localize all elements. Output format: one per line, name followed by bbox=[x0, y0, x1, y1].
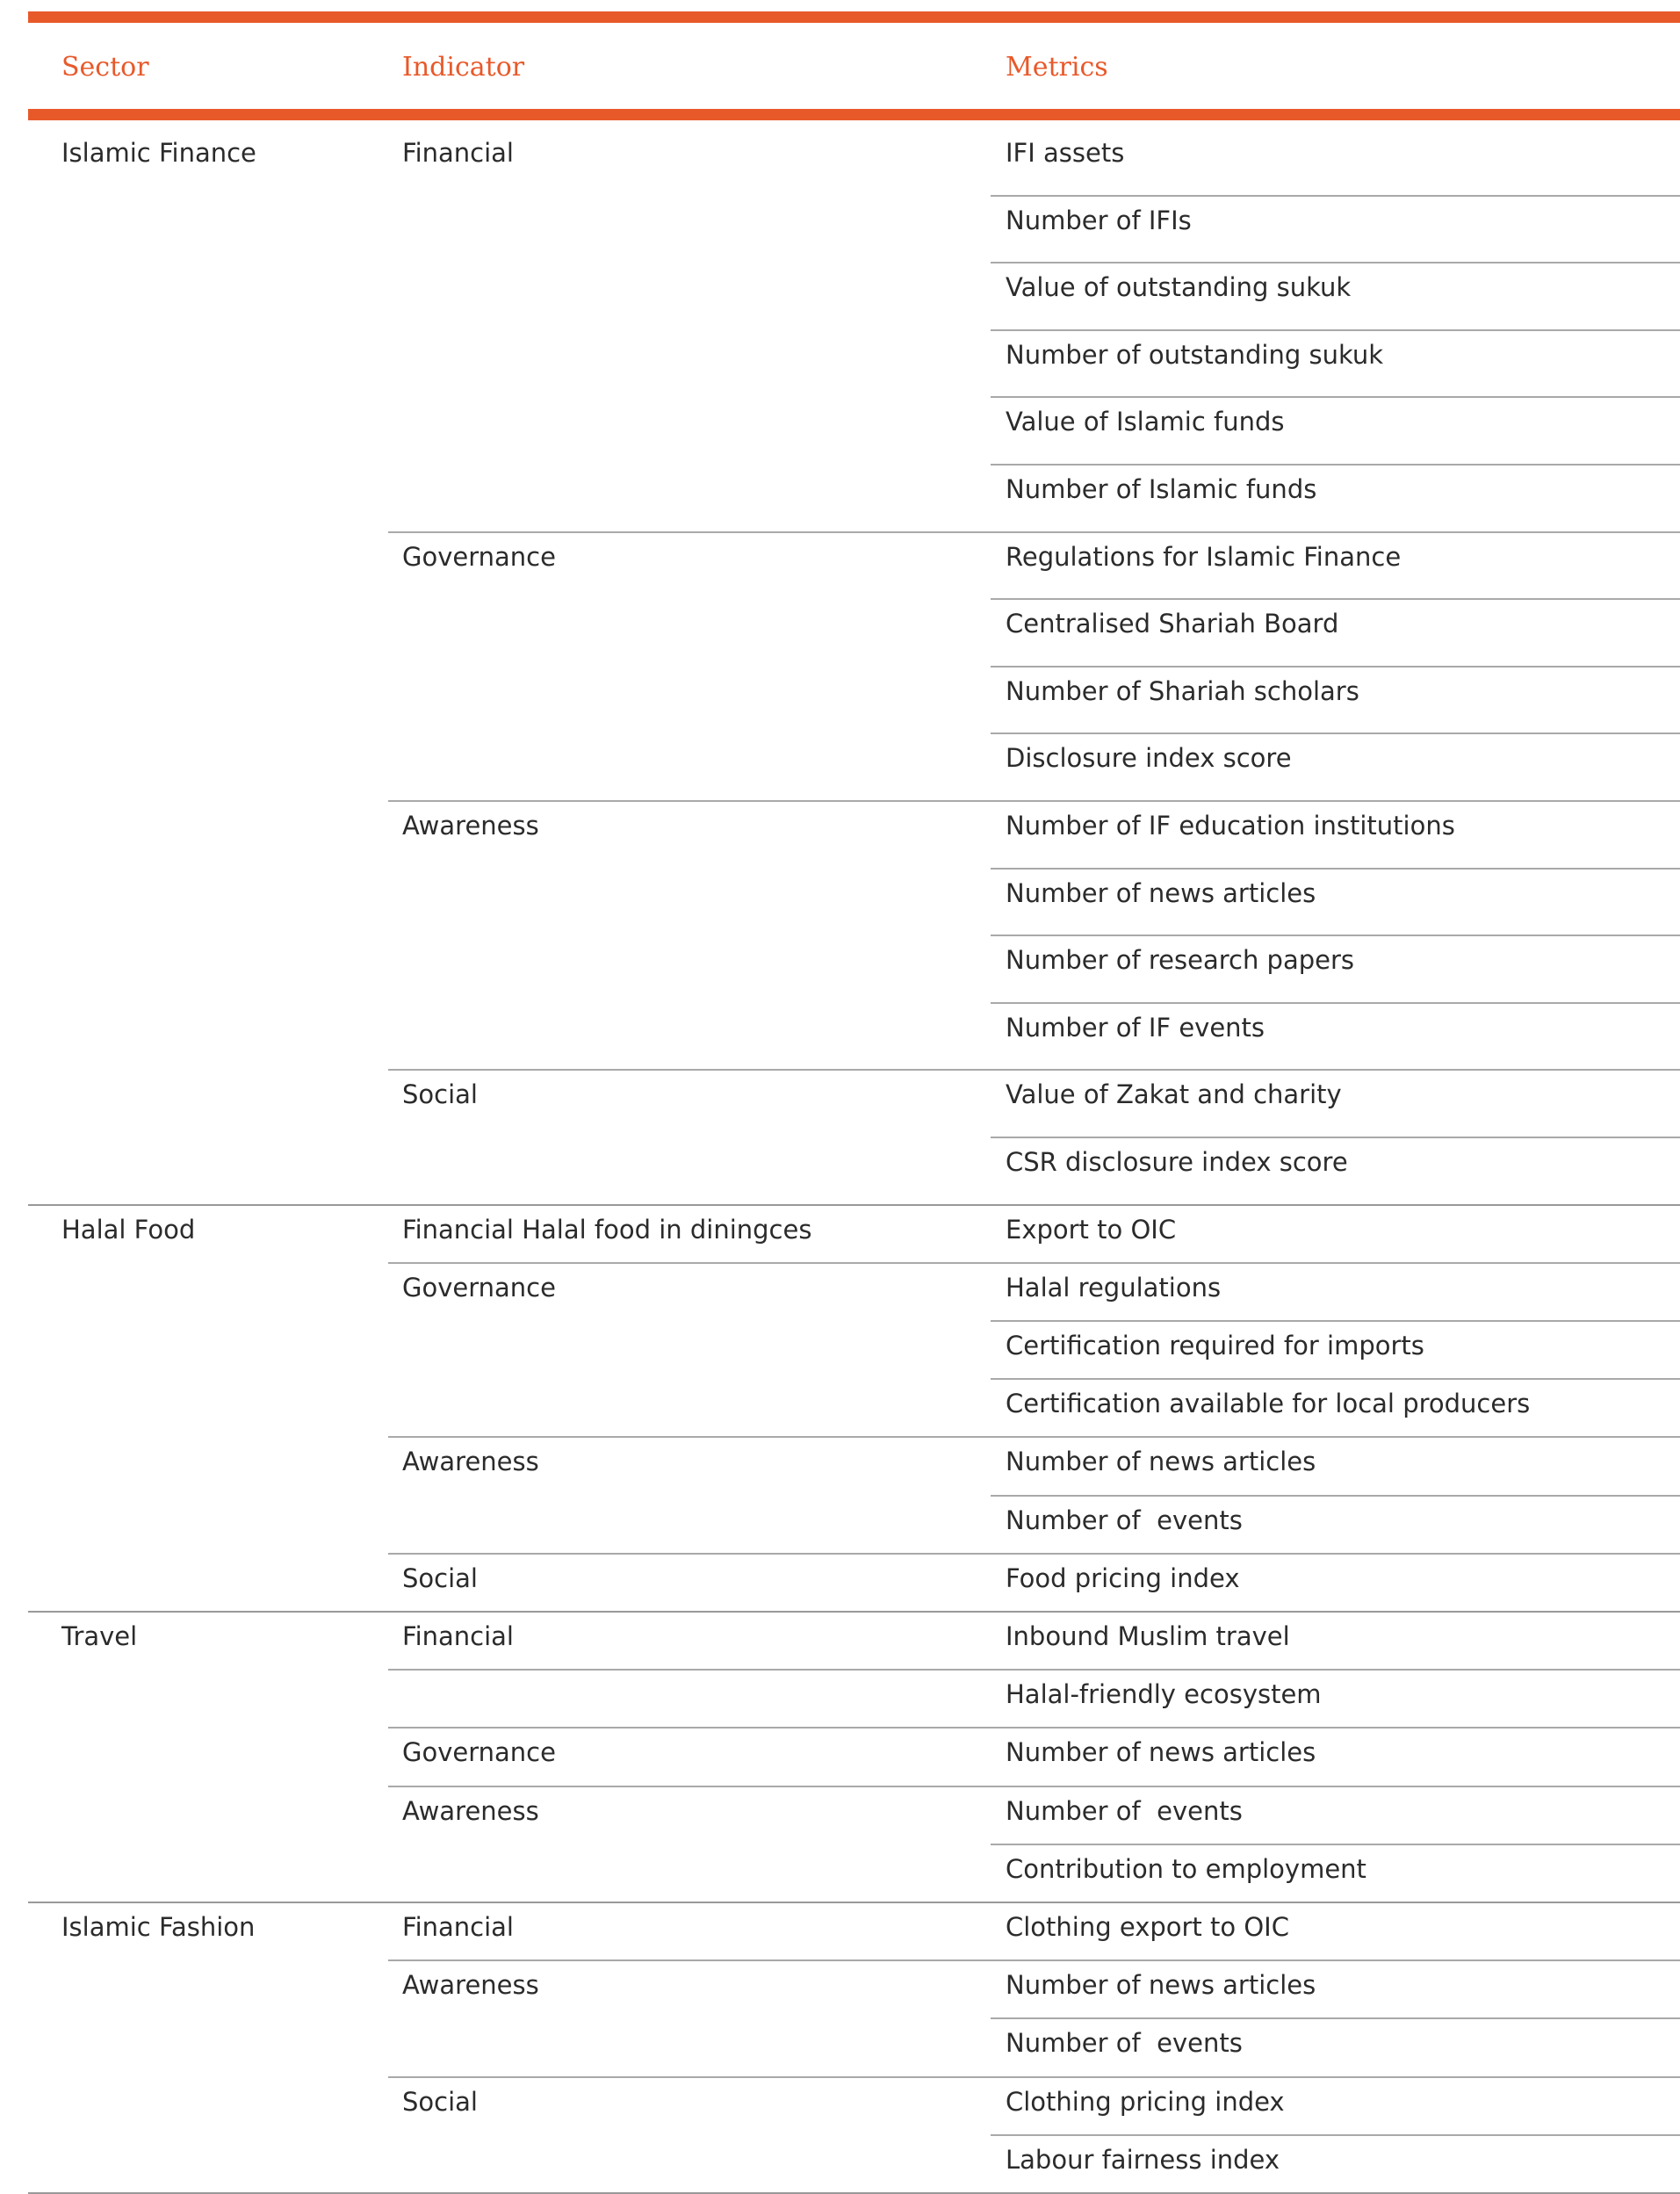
metric-value: Value of Islamic funds bbox=[1006, 407, 1285, 437]
metric-value: Number of events bbox=[1006, 1795, 1243, 1826]
metric-divider bbox=[991, 1320, 1680, 1322]
indicator-name: Awareness bbox=[402, 1970, 539, 2001]
metric-value: Number of news articles bbox=[1006, 877, 1316, 908]
indicator-name: Governance bbox=[402, 541, 556, 572]
metric-divider bbox=[991, 666, 1680, 668]
metric-value: Number of IFIs bbox=[1006, 205, 1192, 235]
indicator-name: Financial Halal food in diningces bbox=[402, 1214, 812, 1245]
metric-value: Number of outstanding sukuk bbox=[1006, 339, 1384, 370]
metric-value: Number of research papers bbox=[1006, 945, 1355, 976]
metric-value: Labour fairness index bbox=[1006, 2144, 1280, 2175]
metric-divider bbox=[991, 1002, 1680, 1004]
indicator-divider bbox=[388, 1262, 1680, 1264]
metric-divider bbox=[991, 2134, 1680, 2136]
metric-divider bbox=[991, 1137, 1680, 1138]
indicator-name: Social bbox=[402, 1079, 478, 1110]
indicator-name: Governance bbox=[402, 1272, 556, 1303]
metric-value: Certification required for imports bbox=[1006, 1331, 1424, 1360]
indicator-name: Governance bbox=[402, 1737, 556, 1768]
sector-name: Islamic Fashion bbox=[61, 1912, 256, 1942]
indicator-divider bbox=[388, 1553, 1680, 1555]
metric-value: Number of news articles bbox=[1006, 1970, 1316, 2001]
metric-value: Contribution to employment bbox=[1006, 1853, 1366, 1884]
indicator-name: Awareness bbox=[402, 811, 539, 841]
indicator-name: Awareness bbox=[402, 1447, 539, 1477]
indicator-name: Financial bbox=[402, 138, 514, 168]
metric-divider bbox=[991, 262, 1680, 263]
sector-name: Islamic Finance bbox=[61, 138, 256, 168]
metric-value: Certification available for local producers bbox=[1006, 1389, 1531, 1419]
sector-name: Travel bbox=[61, 1621, 138, 1651]
metric-value: Number of events bbox=[1006, 1505, 1243, 1535]
metric-value: Value of outstanding sukuk bbox=[1006, 272, 1352, 303]
metric-value: Number of IF events bbox=[1006, 1012, 1265, 1043]
metric-value: Halal-friendly ecosystem bbox=[1006, 1679, 1322, 1710]
indicator-divider bbox=[388, 1436, 1680, 1438]
sector-divider bbox=[28, 1611, 1680, 1613]
sector-name: Halal Food bbox=[61, 1214, 196, 1245]
table-top-rule bbox=[28, 11, 1680, 23]
indicator-name: Social bbox=[402, 2086, 478, 2117]
header-sector: Sector bbox=[61, 52, 149, 83]
indicator-divider bbox=[388, 2076, 1680, 2078]
metric-value: IFI assets bbox=[1006, 138, 1125, 168]
metric-value: Value of Zakat and charity bbox=[1006, 1079, 1342, 1110]
metric-divider bbox=[991, 1844, 1680, 1845]
indicator-divider bbox=[388, 1669, 1680, 1671]
metric-value: Number of Islamic funds bbox=[1006, 474, 1317, 504]
sector-divider bbox=[28, 1204, 1680, 1206]
metric-value: Halal regulations bbox=[1006, 1272, 1222, 1303]
metric-value: Number of events bbox=[1006, 2028, 1243, 2059]
indicator-name: Financial bbox=[402, 1912, 514, 1942]
metric-value: Number of Shariah scholars bbox=[1006, 675, 1359, 706]
metric-value: Disclosure index score bbox=[1006, 743, 1292, 774]
metric-value: Regulations for Islamic Finance bbox=[1006, 541, 1402, 572]
metric-divider bbox=[991, 2017, 1680, 2019]
metric-divider bbox=[991, 396, 1680, 398]
metric-value: Number of news articles bbox=[1006, 1447, 1316, 1477]
metric-value: CSR disclosure index score bbox=[1006, 1147, 1348, 1177]
metric-value: Inbound Muslim travel bbox=[1006, 1621, 1290, 1651]
sector-divider bbox=[28, 1902, 1680, 1903]
indicator-divider bbox=[388, 1786, 1680, 1787]
header-indicator: Indicator bbox=[402, 52, 525, 83]
header-metrics: Metrics bbox=[1006, 52, 1108, 83]
metric-divider bbox=[991, 329, 1680, 331]
indicator-divider bbox=[388, 531, 1680, 533]
metric-divider bbox=[991, 868, 1680, 870]
indicator-name: Social bbox=[402, 1563, 478, 1593]
metric-divider bbox=[991, 733, 1680, 734]
metric-divider bbox=[991, 464, 1680, 466]
metric-divider bbox=[991, 935, 1680, 936]
indicator-name: Awareness bbox=[402, 1795, 539, 1826]
metric-value: Clothing export to OIC bbox=[1006, 1912, 1289, 1942]
metric-value: Number of IF education institutions bbox=[1006, 811, 1455, 841]
metric-value: Food pricing index bbox=[1006, 1563, 1240, 1593]
metric-divider bbox=[991, 1495, 1680, 1497]
metric-value: Centralised Shariah Board bbox=[1006, 609, 1339, 639]
indicator-divider bbox=[388, 800, 1680, 802]
metric-divider bbox=[991, 195, 1680, 197]
metric-divider bbox=[991, 1378, 1680, 1380]
indicator-divider bbox=[388, 1959, 1680, 1961]
indicator-divider bbox=[388, 1727, 1680, 1728]
metric-value: Number of news articles bbox=[1006, 1737, 1316, 1768]
indicator-name: Financial bbox=[402, 1621, 514, 1651]
metric-value: Clothing pricing index bbox=[1006, 2086, 1285, 2117]
header-bottom-rule bbox=[28, 109, 1680, 120]
indicator-divider bbox=[388, 1069, 1680, 1071]
metric-value: Export to OIC bbox=[1006, 1214, 1177, 1245]
metric-divider bbox=[991, 598, 1680, 600]
